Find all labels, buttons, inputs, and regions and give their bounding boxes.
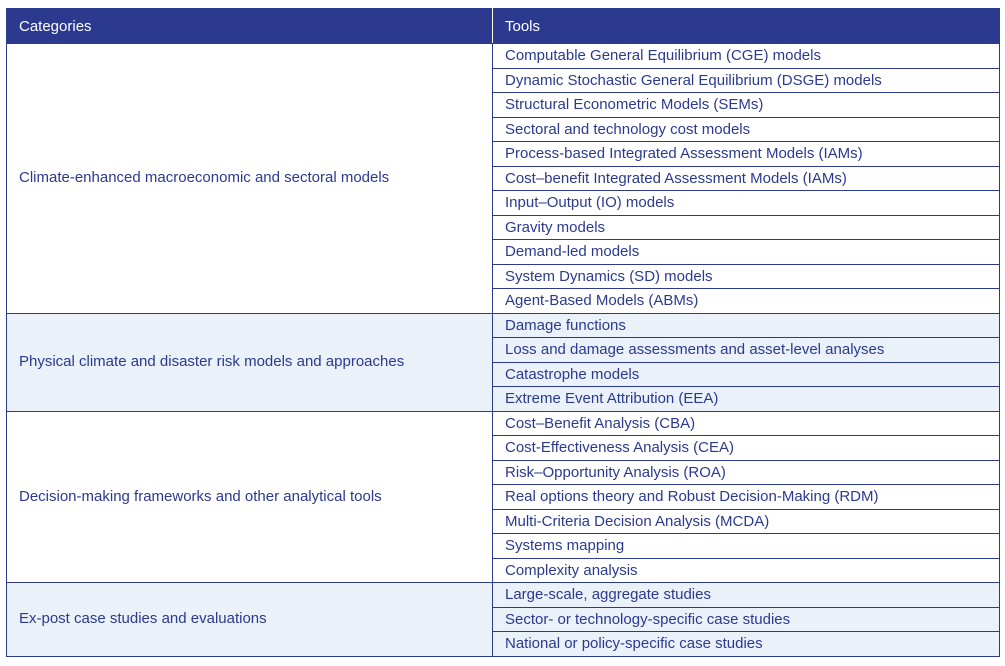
tool-cell: Sector- or technology-specific case studies <box>493 607 1000 632</box>
tool-cell: Demand-led models <box>493 240 1000 265</box>
tool-cell: Computable General Equilibrium (CGE) models <box>493 44 1000 69</box>
tool-cell: Multi-Criteria Decision Analysis (MCDA) <box>493 509 1000 534</box>
tool-cell: Loss and damage assessments and asset-level analyses <box>493 338 1000 363</box>
tool-cell: Complexity analysis <box>493 558 1000 583</box>
tool-cell: Cost–Benefit Analysis (CBA) <box>493 411 1000 436</box>
category-cell: Ex-post case studies and evaluations <box>7 583 493 657</box>
tool-cell: Catastrophe models <box>493 362 1000 387</box>
tool-cell: Cost-Effectiveness Analysis (CEA) <box>493 436 1000 461</box>
category-cell: Decision-making frameworks and other analytical tools <box>7 411 493 583</box>
tool-cell: Risk–Opportunity Analysis (ROA) <box>493 460 1000 485</box>
category-cell: Physical climate and disaster risk models and approaches <box>7 313 493 411</box>
tool-cell: Agent-Based Models (ABMs) <box>493 289 1000 314</box>
category-cell: Climate-enhanced macroeconomic and sectoral models <box>7 44 493 314</box>
tool-cell: Process-based Integrated Assessment Models (IAMs) <box>493 142 1000 167</box>
tool-cell: Gravity models <box>493 215 1000 240</box>
tool-cell: Real options theory and Robust Decision-Making (RDM) <box>493 485 1000 510</box>
tool-cell: Structural Econometric Models (SEMs) <box>493 93 1000 118</box>
table-row <box>7 44 1000 69</box>
table-body <box>7 44 1000 657</box>
tool-cell: Large-scale, aggregate studies <box>493 583 1000 608</box>
tool-cell: Extreme Event Attribution (EEA) <box>493 387 1000 412</box>
table-row <box>7 313 1000 338</box>
tool-cell: Damage functions <box>493 313 1000 338</box>
header-tools: Tools <box>493 9 1000 44</box>
table-header-row <box>7 9 1000 44</box>
tool-cell: Cost–benefit Integrated Assessment Models (IAMs) <box>493 166 1000 191</box>
tools-table <box>6 8 1000 657</box>
tool-cell: National or policy-specific case studies <box>493 632 1000 657</box>
header-categories: Categories <box>7 9 493 44</box>
tool-cell: System Dynamics (SD) models <box>493 264 1000 289</box>
tools-table-container <box>6 8 999 657</box>
tool-cell: Systems mapping <box>493 534 1000 559</box>
table-row <box>7 411 1000 436</box>
tool-cell: Sectoral and technology cost models <box>493 117 1000 142</box>
tool-cell: Input–Output (IO) models <box>493 191 1000 216</box>
tool-cell: Dynamic Stochastic General Equilibrium (DSGE) models <box>493 68 1000 93</box>
table-row <box>7 583 1000 608</box>
